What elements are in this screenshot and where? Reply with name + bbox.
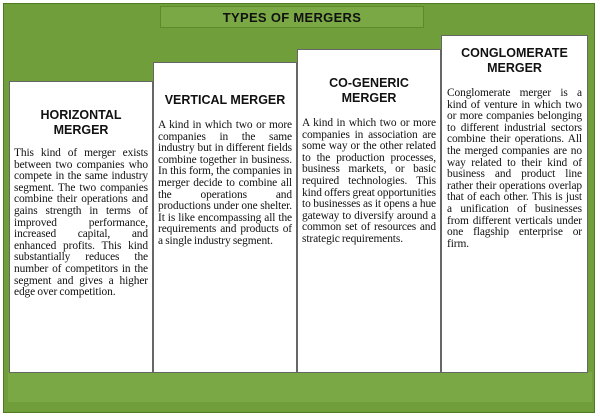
base-band (8, 372, 592, 402)
vertical-merger-heading: VERTICAL MERGER (164, 93, 286, 107)
horizontal-merger-panel (9, 81, 153, 373)
title-banner (160, 6, 424, 28)
horizontal-merger-description: This kind of merger exists between two companies who compete in the same industry segment. The two companies combine their operations and gains strength in terms of improved performance, increased capital, and enhanced profits. This kind substantially reduces the number of competitors in the segment and gives a higher edge over competition. (14, 147, 148, 299)
conglomerate-merger-panel (441, 35, 588, 373)
conglomerate-merger-heading: CONGLOMERATE MERGER (461, 46, 568, 75)
vertical-merger-panel (153, 62, 297, 373)
vertical-merger-description: A kind in which two or more companies in the same industry but in different fields combine together in business. In this form, the companies in merger decide to combine all the operations and productions under one shelter. It is like encompassing all the requirements and products of a single industry segment. (158, 119, 292, 247)
co-generic-merger-description: A kind in which two or more companies in association are some way or the other related to the production processes, business markets, or basic required technologies. This kind offers great opportunities to businesses as it opens a hue gateway to diversify around a common set of resources and strategic requirements. (302, 117, 436, 245)
co-generic-merger-panel (297, 49, 441, 373)
horizontal-merger-heading: HORIZONTAL MERGER (40, 108, 122, 137)
diagram-title: TYPES OF MERGERS (222, 9, 362, 25)
co-generic-merger-heading: CO-GENERIC MERGER (329, 76, 409, 105)
conglomerate-merger-description: Conglomerate merger is a kind of venture in which two or more companies belonging to different industrial sectors combine their operations. All the merged companies are no way related to their kind of business and product line rather their operations overlap that of each other. This is just a unification of businesses from different verticals under one flagship enterprise or firm. (447, 87, 582, 250)
